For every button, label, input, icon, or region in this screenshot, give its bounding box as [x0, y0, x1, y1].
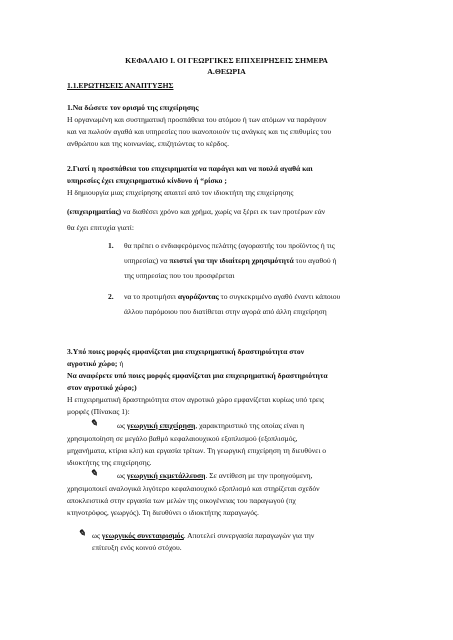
question-2-paragraph: θα έχει επιτυχία γιατί: [67, 223, 134, 232]
question-2-title: υπηρεσίες έχει επιχειρηματικό κίνδυνο ή “ρίσκο ; [67, 176, 227, 185]
question-3-title: αγροτικό χώρο; ή [67, 359, 124, 368]
bullet-line: χρησιμοποίηση σε μεγάλο βαθμό κεφαλαιουχικού εξοπλισμού (εξοπλισμός, [67, 434, 298, 443]
bullet-line: χρησιμοποιεί αναλογικά λιγότερο κεφαλαιουχικό εξοπλισμό και στηρίζεται σχεδόν [67, 484, 320, 493]
bullet-first-line: ως γεωργική εκμετάλλευση. Σε αντίθεση με την προηγούμενη, [117, 471, 313, 480]
part-title: Α.ΘΕΩΡΙΑ [207, 67, 246, 76]
question-1-line: ανθρώπου και της κοινωνίας, επιζητώντας το κέρδος. [67, 139, 230, 148]
question-2-title: 2.Γιατί η προσπάθεια του επιχειρηματία να παράγει και να πουλά αγαθά και [67, 164, 313, 173]
bullet-line: επίτευξη ενός κοινού στόχου. [92, 543, 182, 552]
bullet-first-line: ως γεωργικός συνεταιρισμός. Αποτελεί συνεργασία παραγωγών για την [92, 531, 315, 540]
term-agricultural-holding: γεωργική εκμετάλλευση [126, 471, 206, 480]
pen-icon: ✎ [90, 418, 98, 428]
question-3-paragraph: μορφές (Πίνακας 1): [67, 407, 130, 416]
list-item: να το προτιμήσει αγοράζοντας το συγκεκριμένο αγαθό έναντι κάποιου άλλου παρόμοιου που διατίθεται στην αγορά από άλλη επιχείρηση [124, 292, 341, 316]
entrepreneur-term: (επιχειρηματίας) [67, 207, 122, 216]
pen-icon: ✎ [78, 528, 86, 538]
question-3-paragraph: Η επιχειρηματική δραστηριότητα στον αγροτικό χώρο εμφανίζεται κυρίως υπό τρεις [67, 395, 325, 404]
term-agricultural-cooperative: γεωργικός συνεταιρισμός [101, 531, 184, 540]
list-item: θα πρέπει ο ενδιαφερόμενος πελάτης (αγοραστής του προϊόντος ή τις υπηρεσίας) να πειστεί για την ιδιαίτερη χρησιμότητά του αγαθού ή της υπηρεσίας που του προσφέρεται [124, 241, 337, 280]
chapter-title: ΚΕΦΑΛΑΙΟ Ι. ΟΙ ΓΕΩΡΓΙΚΕΣ ΕΠΙΧΕΙΡΗΣΕΙΣ ΣΗΜΕΡΑ [125, 56, 328, 65]
section-title: 1.1.ΕΡΩΤΗΣΕΙΣ ΑΝΑΠΤΥΞΗΣ [67, 81, 174, 90]
bullet-line: κτηνοτρόφος, γεωργός). Τη διευθύνει ο ιδιοκτήτης παραγωγός. [67, 508, 259, 517]
question-3-title: Να αναφέρετε υπό ποιες μορφές εμφανίζεται μια επιχειρηματική δραστηριότητα [67, 371, 328, 380]
question-3-title: στον αγροτικό χώρο;) [67, 383, 137, 392]
question-1-line: και να πωλούν αγαθά και υπηρεσίες που ικανοποιούν τις ανάγκες και τις επιθυμίες του [67, 127, 332, 136]
question-2-paragraph: (επιχειρηματίας) να διαθέσει χρόνο και χρήμα, χωρίς να ξέρει εκ των προτέρων εάν [67, 207, 326, 216]
bullet-line: αποκλειστικά στην εργασία των μελών της οικογένειας του παραγωγού (πχ [67, 496, 296, 505]
question-1-title: 1.Να δώσετε τον ορισμό της επιχείρησης [67, 103, 199, 112]
question-2-paragraph: Η δημιουργία μιας επιχείρησης απαιτεί από τον ιδιοκτήτη της επιχείρησης [67, 188, 294, 197]
bullet-first-line: ως γεωργική επιχείρηση, χαρακτηριστικό της οποίας είναι η [117, 421, 305, 430]
term-agricultural-enterprise: γεωργική επιχείρηση [126, 421, 196, 430]
list-number: 2. [108, 292, 114, 301]
question-1-line: Η οργανωμένη και συστηματική προσπάθεια του ατόμου ή των ατόμων να παράγουν [67, 115, 327, 124]
list-number: 1. [108, 241, 114, 250]
bullet-line: μηχανήματα, κτίρια κλπ) και εργασία τρίτων. Τη γεωργική επιχείρηση τη διευθύνει ο [67, 446, 327, 455]
question-3-title: 3.Υπό ποιες μορφές εμφανίζεται μια επιχειρηματική δραστηριότητα στον [67, 347, 305, 356]
pen-icon: ✎ [90, 468, 98, 478]
bullet-line: ιδιοκτήτης της επιχείρησης. [67, 458, 152, 467]
